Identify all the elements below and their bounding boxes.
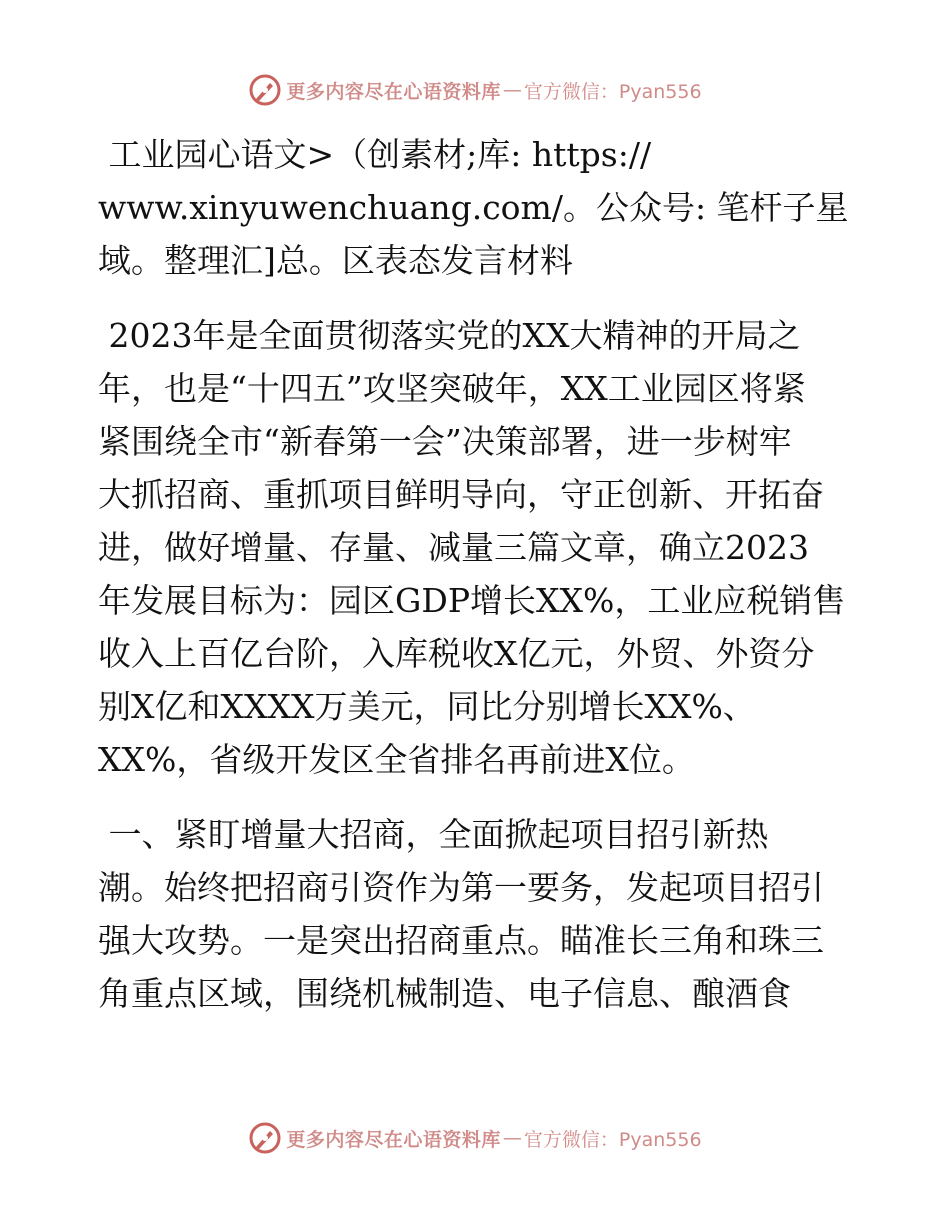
text-line: XX%，省级开发区全省排名再前进X位。 xyxy=(98,740,695,779)
watermark-contact: 官方微信：Pyan556 xyxy=(523,80,702,103)
document-body xyxy=(98,128,858,1020)
watermark-text: 更多内容尽在心语资料库 xyxy=(286,1128,501,1151)
watermark-text: 更多内容尽在心语资料库 xyxy=(286,80,501,103)
text-line: 收入上百亿台阶，入库税收X亿元，外贸、外资分 xyxy=(98,634,815,673)
watermark-contact: 官方微信：Pyan556 xyxy=(523,1128,702,1151)
text-line: 紧围绕全市“新春第一会”决策部署，进一步树牢 xyxy=(98,422,792,461)
text-line: 一、紧盯增量大招商，全面掀起项目招引新热 xyxy=(98,815,769,854)
paragraph-section-one xyxy=(98,808,858,1020)
text-line: 2023年是全面贯彻落实党的XX大精神的开局之 xyxy=(98,316,801,355)
text-line: 大抓招商、重抓项目鲜明导向，守正创新、开拓奋 xyxy=(98,475,824,514)
text-line: 年发展目标为：园区GDP增长XX%，工业应税销售 xyxy=(98,581,846,620)
paragraph-title xyxy=(98,128,858,287)
watermark-dash: — xyxy=(502,79,522,101)
text-line: 域。整理汇]总。区表态发言材料 xyxy=(98,241,573,280)
text-line: 工业园心语文>（创素材;库: https:// xyxy=(98,135,652,174)
paragraph-intro xyxy=(98,309,858,786)
quill-circle-logo-icon xyxy=(248,1121,282,1155)
watermark-header xyxy=(0,70,950,110)
quill-circle-logo-icon xyxy=(248,73,282,107)
watermark-footer xyxy=(0,1118,950,1158)
text-line: 角重点区域，围绕机械制造、电子信息、酿酒食 xyxy=(98,974,791,1013)
text-line: 年，也是“十四五”攻坚突破年，XX工业园区将紧 xyxy=(98,369,806,408)
text-line: 潮。始终把招商引资作为第一要务，发起项目招引 xyxy=(98,868,824,907)
text-line: www.xinyuwenchuang.com/。公众号: 笔杆子星 xyxy=(98,188,849,227)
text-line: 别X亿和XXXX万美元，同比分别增长XX%、 xyxy=(98,687,756,726)
text-line: 进，做好增量、存量、减量三篇文章，确立2023 xyxy=(98,528,809,567)
text-line: 强大攻势。一是突出招商重点。瞄准长三角和珠三 xyxy=(98,921,824,960)
watermark-dash: — xyxy=(502,1127,522,1149)
